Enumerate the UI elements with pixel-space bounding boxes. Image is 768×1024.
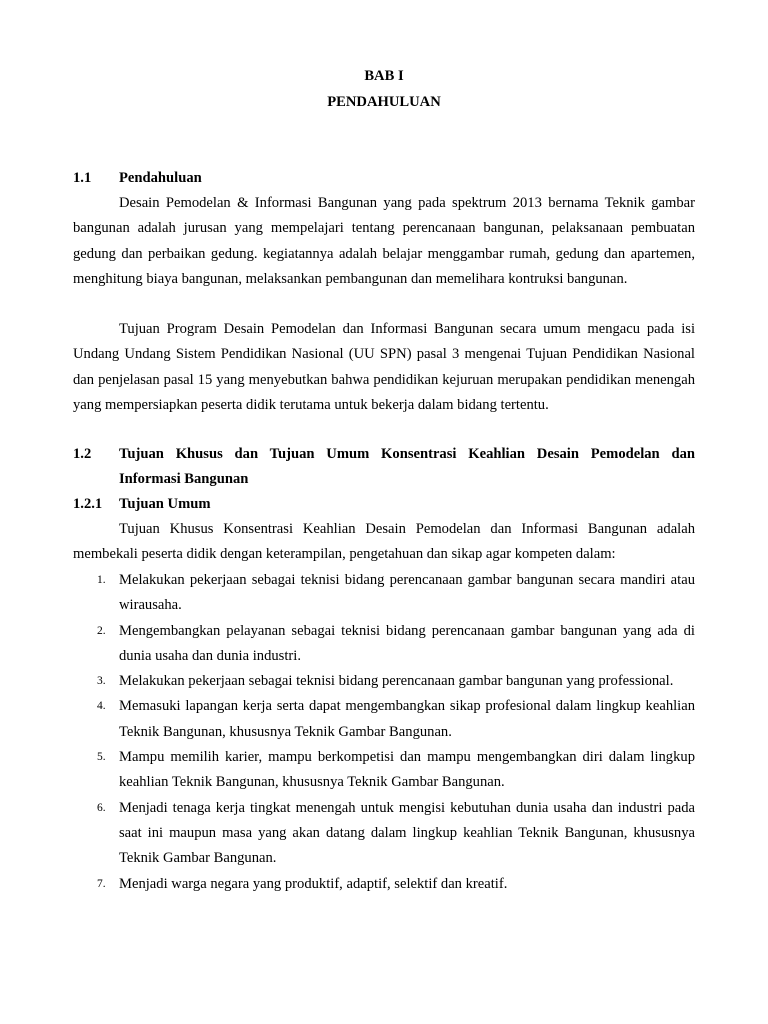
section-heading-1-2-1 — [73, 496, 695, 516]
section-heading-1-2 — [73, 446, 695, 496]
section-title: Pendahuluan — [119, 170, 202, 186]
section-number: 1.2 — [73, 446, 92, 462]
list-item-text: Melakukan pekerjaan sebagai teknisi bidang perencanaan gambar bangunan yang professional. — [119, 673, 674, 690]
list-item — [73, 568, 695, 619]
list-item-text: Melakukan pekerjaan sebagai teknisi bidang perencanaan gambar bangunan secara mandiri atau wirausaha. — [119, 572, 695, 614]
section-title-line-1: Tujuan Khusus dan Tujuan Umum Konsentrasi Keahlian Desain Pemodelan dan — [119, 446, 695, 462]
section-title-line-2: Informasi Bangunan — [119, 471, 249, 487]
list-item-text: Mampu memilih karier, mampu berkompetisi dan mampu mengembangkan diri dalam lingkup keahlian Teknik Bangunan, khususnya Teknik Gambar Bangunan. — [119, 749, 695, 791]
section-title: Tujuan Umum — [119, 496, 211, 512]
list-item-text: Memasuki lapangan kerja serta dapat mengembangkan sikap profesional dalam lingkup keahlian Teknik Bangunan, khususnya Teknik Gambar Bangunan. — [119, 698, 695, 740]
list-item — [73, 669, 695, 694]
list-item-text: Menjadi warga negara yang produktif, adaptif, selektif dan kreatif. — [119, 875, 508, 892]
paragraph-pendahuluan-2: Tujuan Program Desain Pemodelan dan Informasi Bangunan secara umum mengacu pada isi Undang Undang Sistem Pendidikan Nasional (UU SPN) pasal 3 mengenai Tujuan Pendidikan Nasional dan penjelasan pasal 15 yang menyebutkan bahwa pendidikan kejuruan merupakan pendidikan menengah yang mempersiapkan peserta didik terutama untuk bekerja dalam bidang tertentu. — [73, 321, 695, 413]
list-item-number: 1. — [97, 574, 106, 586]
section-heading-1-1 — [73, 170, 695, 190]
chapter-title: PENDAHULUAN — [327, 94, 441, 110]
list-item-number: 6. — [97, 801, 106, 814]
list-item-text: Menjadi tenaga kerja tingkat menengah untuk mengisi kebutuhan dunia usaha dan industri pada saat ini maupun masa yang akan datang dalam lingkup keahlian Teknik Bangunan, khususnya Teknik Gambar Bangunan. — [119, 799, 695, 867]
list-item — [73, 796, 695, 872]
list-item-text: Mengembangkan pelayanan sebagai teknisi bidang perencanaan gambar bangunan yang ada di dunia usaha dan dunia industri. — [119, 622, 695, 664]
list-item — [73, 745, 695, 796]
chapter-label: BAB I — [364, 68, 404, 84]
paragraph-pendahuluan-1: Desain Pemodelan & Informasi Bangunan yang pada spektrum 2013 bernama Teknik gambar bangunan adalah jurusan yang mempelajari tentang perencanaan bangunan, pelaksanaan pembuatan gedung dan perbaikan gedung. kegiatannya adalah belajar menggambar rumah, gedung dan apartemen, menghitung biaya bangunan, melaksankan pembangunan dan memelihara kontruksi bangunan. — [73, 195, 695, 287]
list-item-number: 3. — [97, 675, 106, 688]
list-item-number: 5. — [97, 751, 106, 764]
list-item — [73, 619, 695, 670]
list-item-number: 7. — [97, 877, 106, 890]
list-item-number: 2. — [97, 624, 106, 637]
tujuan-umum-list — [73, 568, 695, 897]
section-number: 1.2.1 — [73, 496, 103, 512]
list-item — [73, 872, 695, 897]
paragraph-tujuan-umum-intro: Tujuan Khusus Konsentrasi Keahlian Desain Pemodelan dan Informasi Bangunan adalah membekali peserta didik dengan keterampilan, pengetahuan dan sikap agar kompeten dalam: — [73, 521, 695, 563]
section-number: 1.1 — [73, 170, 92, 186]
list-item-number: 4. — [97, 700, 106, 713]
list-item — [73, 694, 695, 745]
